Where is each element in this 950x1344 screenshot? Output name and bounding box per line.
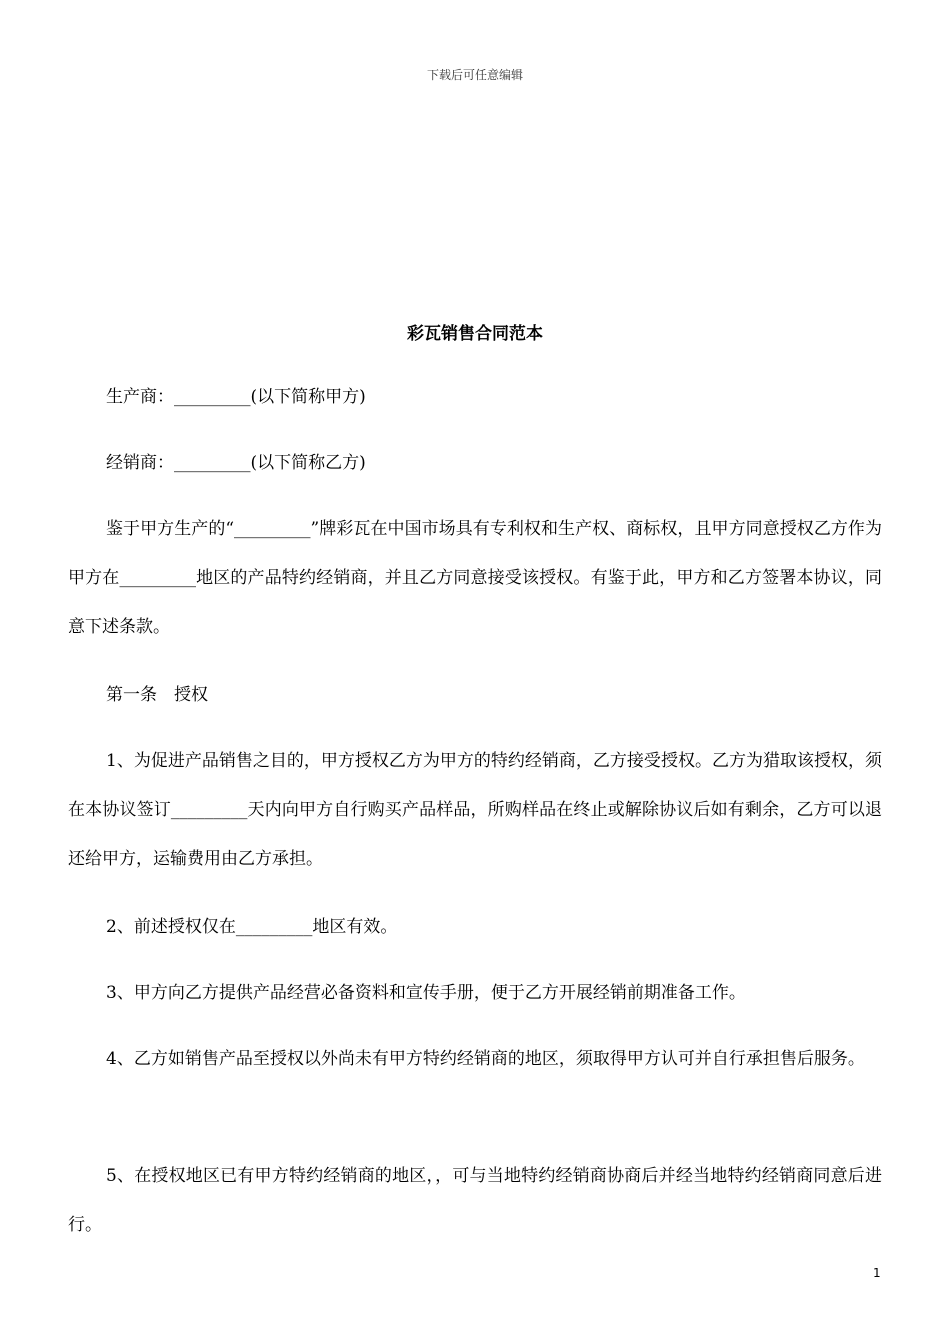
- distributor-line: 经销商：_________(以下简称乙方): [106, 453, 366, 473]
- article-1-heading: 第一条 授权: [106, 685, 208, 705]
- manufacturer-line: 生产商：_________(以下简称甲方): [106, 387, 366, 407]
- preamble-paragraph: 鉴于甲方生产的“_________”牌彩瓦在中国市场具有专利权和生产权、商标权，且甲方同意授权乙方作为甲方在_________地区的产品特约经销商，并且乙方同意接受该授权。有鉴于此，甲方和乙方签署本协议，同意下述条款。: [68, 519, 882, 637]
- document-title: 彩瓦销售合同范本: [407, 324, 543, 344]
- clause-4: 4、乙方如销售产品至授权以外尚未有甲方特约经销商的地区，须取得甲方认可并自行承担售后服务。: [106, 1049, 865, 1069]
- clause-5: 5、在授权地区已有甲方特约经销商的地区，，可与当地特约经销商协商后并经当地特约经销商同意后进行。: [68, 1166, 882, 1235]
- header-note: 下载后可任意编辑: [426, 68, 523, 82]
- clause-1: 1、为促进产品销售之目的，甲方授权乙方为甲方的特约经销商，乙方接受授权。乙方为猎取该授权，须在本协议签订_________天内向甲方自行购买产品样品，所购样品在终止或解除协议后如有剩余，乙方可以退还给甲方，运输费用由乙方承担。: [68, 751, 882, 869]
- clause-2: 2、前述授权仅在_________地区有效。: [106, 917, 398, 937]
- page-number: 1: [873, 1266, 881, 1280]
- clause-3: 3、甲方向乙方提供产品经营必备资料和宣传手册，便于乙方开展经销前期准备工作。: [106, 983, 746, 1003]
